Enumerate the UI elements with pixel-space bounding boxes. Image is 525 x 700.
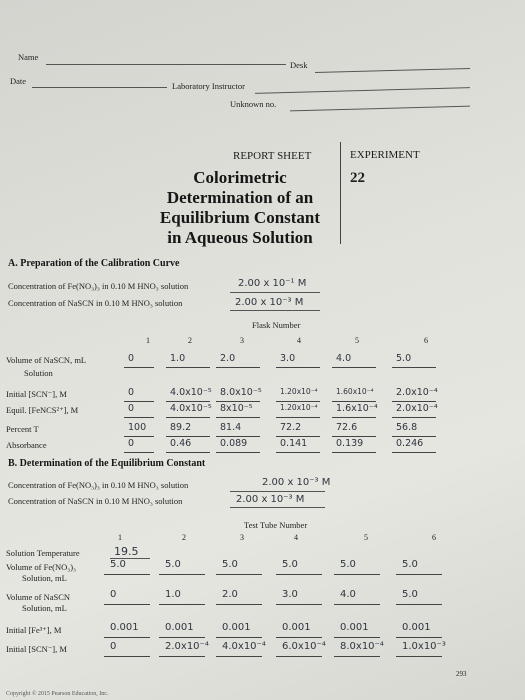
b-cell-line-3-3 — [216, 637, 262, 638]
b-row-sublabel-2: Solution, mL — [22, 603, 67, 613]
a-cell-5-5: 0.139 — [336, 438, 364, 449]
a-cell-line-4-3 — [216, 436, 260, 437]
instructor-line — [255, 87, 470, 94]
b-cell-line-1-6 — [396, 574, 442, 575]
a-cell-5-4: 0.141 — [280, 438, 308, 449]
unknown-line — [290, 106, 470, 112]
b-cell-1-1: 5.0 — [110, 559, 126, 570]
a-cell-4-6: 56.8 — [396, 422, 418, 433]
b-cell-3-4: 0.001 — [282, 622, 311, 633]
a-cell-line-5-5 — [332, 452, 376, 453]
a-cell-3-1: 0 — [128, 403, 135, 414]
a-cell-2-4: 1.20x10⁻⁴ — [280, 387, 318, 396]
b-row-label-2: Volume of NaSCN — [6, 592, 71, 602]
b-row-label-3: Initial [Fe³⁺], M — [6, 625, 62, 635]
b-cell-line-1-2 — [159, 574, 205, 575]
a-cell-line-1-2 — [166, 367, 210, 368]
a-cell-line-5-6 — [392, 452, 436, 453]
a-cell-line-4-5 — [332, 436, 376, 437]
b-cell-line-2-6 — [396, 604, 442, 605]
tube-number-5: 5 — [364, 533, 368, 542]
b-row-sublabel-1: Solution, mL — [22, 573, 67, 583]
a-cell-4-4: 72.2 — [280, 422, 302, 433]
a-cell-line-2-1 — [124, 401, 154, 402]
a-cell-1-2: 1.0 — [170, 353, 186, 364]
b-cell-4-2: 2.0x10⁻⁴ — [165, 641, 209, 652]
title-line-3: Equilibrium Constant — [159, 208, 321, 227]
a-row-label-4: Percent T — [6, 424, 39, 434]
b-cell-line-2-2 — [159, 604, 205, 605]
a-cell-line-1-6 — [392, 367, 436, 368]
b-conc-scn-line — [230, 507, 325, 508]
b-cell-4-4: 6.0x10⁻⁴ — [282, 641, 326, 652]
a-cell-4-1: 100 — [128, 422, 147, 433]
a-cell-5-1: 0 — [128, 438, 135, 449]
flask-number-6: 6 — [424, 336, 428, 345]
b-cell-line-1-5 — [334, 574, 380, 575]
header-divider — [340, 142, 341, 244]
b-conc-fe-value: 2.00 x 10⁻³ M — [262, 477, 331, 488]
a-cell-1-5: 4.0 — [336, 353, 352, 364]
a-row-label-3: Equil. [FeNCS²⁺], M — [6, 405, 79, 415]
a-cell-4-5: 72.6 — [336, 422, 358, 433]
b-cell-2-3: 2.0 — [222, 589, 238, 600]
title-line-4: in Aqueous Solution — [167, 228, 313, 247]
tube-number-1: 1 — [118, 533, 122, 542]
b-cell-line-1-4 — [276, 574, 322, 575]
experiment-number: 22 — [350, 170, 365, 186]
b-conc-scn-value: 2.00 x 10⁻³ M — [236, 494, 305, 505]
a-cell-1-6: 5.0 — [396, 353, 412, 364]
b-cell-line-4-3 — [216, 656, 262, 657]
b-cell-line-3-1 — [104, 637, 150, 638]
a-cell-line-3-6 — [392, 417, 436, 418]
a-cell-5-3: 0.089 — [220, 438, 248, 449]
b-cell-4-1: 0 — [110, 641, 117, 652]
title-line-1: Colorimetric — [193, 168, 287, 187]
a-cell-line-5-3 — [216, 452, 260, 453]
a-cell-line-1-1 — [124, 367, 154, 368]
a-cell-line-3-2 — [166, 417, 210, 418]
experiment-label: EXPERIMENT — [350, 149, 420, 161]
b-cell-3-1: 0.001 — [110, 622, 139, 633]
b-cell-line-2-3 — [216, 604, 262, 605]
a-cell-line-5-1 — [124, 452, 154, 453]
a-row-label-1: Volume of NaSCN, mL — [6, 355, 87, 365]
a-conc-scn-label: Concentration of NaSCN in 0.10 M HNO₃ solution — [8, 298, 183, 308]
b-cell-line-1-3 — [216, 574, 262, 575]
a-cell-3-6: 2.0x10⁻⁴ — [396, 403, 438, 414]
a-cell-line-3-5 — [332, 417, 376, 418]
a-cell-2-1: 0 — [128, 387, 135, 398]
desk-label: Desk — [290, 60, 308, 70]
a-cell-line-4-1 — [124, 436, 154, 437]
a-cell-line-2-4 — [276, 401, 320, 402]
a-cell-2-5: 1.60x10⁻⁴ — [336, 387, 374, 396]
name-line — [46, 64, 286, 65]
a-row-label-5: Absorbance — [6, 440, 47, 450]
a-cell-2-3: 8.0x10⁻⁵ — [220, 387, 262, 398]
flask-number-2: 2 — [188, 336, 192, 345]
b-cell-4-6: 1.0x10⁻³ — [402, 641, 446, 652]
a-row-sublabel-1: Solution — [24, 368, 53, 378]
b-cell-1-4: 5.0 — [282, 559, 298, 570]
a-cell-3-3: 8x10⁻⁵ — [220, 403, 253, 414]
a-cell-line-5-2 — [166, 452, 210, 453]
b-conc-fe-label: Concentration of Fe(NO₃)₃ in 0.10 M HNO₃ solution — [8, 480, 189, 490]
a-conc-fe-label: Concentration of Fe(NO₃)₃ in 0.10 M HNO₃ solution — [8, 281, 189, 291]
b-cell-1-2: 5.0 — [165, 559, 181, 570]
date-label: Date — [10, 76, 27, 86]
a-cell-line-2-6 — [392, 401, 436, 402]
flask-number-3: 3 — [240, 336, 244, 345]
a-conc-fe-value: 2.00 x 10⁻¹ M — [238, 278, 307, 289]
desk-line — [315, 68, 470, 73]
b-cell-2-4: 3.0 — [282, 589, 298, 600]
a-cell-line-1-5 — [332, 367, 376, 368]
b-cell-4-5: 8.0x10⁻⁴ — [340, 641, 384, 652]
b-cell-line-3-6 — [396, 637, 442, 638]
a-cell-1-3: 2.0 — [220, 353, 236, 364]
a-row-label-2: Initial [SCN⁻], M — [6, 389, 67, 399]
b-cell-2-1: 0 — [110, 589, 117, 600]
a-cell-line-1-3 — [216, 367, 260, 368]
a-cell-line-4-6 — [392, 436, 436, 437]
b-cell-line-1-1 — [104, 574, 150, 575]
instructor-label: Laboratory Instructor — [172, 81, 245, 91]
section-b-heading: B. Determination of the Equilibrium Constant — [8, 458, 206, 469]
unknown-label: Unknown no. — [230, 99, 277, 109]
b-cell-3-5: 0.001 — [340, 622, 369, 633]
solution-temperature-label: Solution Temperature — [6, 548, 80, 558]
date-line — [32, 87, 167, 88]
a-cell-line-5-4 — [276, 452, 320, 453]
b-conc-scn-label: Concentration of NaSCN in 0.10 M HNO₃ solution — [8, 496, 183, 506]
b-cell-3-2: 0.001 — [165, 622, 194, 633]
section-a-heading: A. Preparation of the Calibration Curve — [8, 258, 180, 269]
flask-number-header: Flask Number — [252, 320, 301, 330]
page-number: 293 — [456, 670, 467, 678]
b-cell-line-4-2 — [159, 656, 205, 657]
b-cell-line-2-1 — [104, 604, 150, 605]
b-cell-1-3: 5.0 — [222, 559, 238, 570]
name-label: Name — [18, 52, 39, 62]
a-conc-fe-line — [230, 292, 320, 293]
a-cell-4-2: 89.2 — [170, 422, 192, 433]
title-line-2: Determination of an — [166, 188, 314, 207]
b-cell-line-4-4 — [276, 656, 322, 657]
a-conc-scn-value: 2.00 x 10⁻³ M — [235, 297, 304, 308]
copyright-text: Copyright © 2015 Pearson Education, Inc. — [6, 691, 109, 697]
flask-number-4: 4 — [297, 336, 301, 345]
a-cell-5-6: 0.246 — [396, 438, 424, 449]
a-cell-3-2: 4.0x10⁻⁵ — [170, 403, 212, 414]
b-cell-4-3: 4.0x10⁻⁴ — [222, 641, 266, 652]
b-cell-line-2-5 — [334, 604, 380, 605]
b-cell-2-6: 5.0 — [402, 589, 418, 600]
tube-number-2: 2 — [182, 533, 186, 542]
a-cell-5-2: 0.46 — [170, 438, 192, 449]
a-cell-line-2-5 — [332, 401, 376, 402]
b-cell-1-6: 5.0 — [402, 559, 418, 570]
b-cell-line-4-6 — [396, 656, 442, 657]
tube-number-4: 4 — [294, 533, 298, 542]
a-cell-line-1-4 — [276, 367, 320, 368]
b-cell-line-3-5 — [334, 637, 380, 638]
b-cell-line-3-2 — [159, 637, 205, 638]
solution-temperature-value: 19.5 — [114, 545, 139, 558]
a-cell-line-3-1 — [124, 417, 154, 418]
report-title — [140, 168, 340, 248]
b-cell-line-2-4 — [276, 604, 322, 605]
a-cell-line-2-2 — [166, 401, 210, 402]
report-sheet-label: REPORT SHEET — [233, 150, 312, 162]
a-cell-line-3-3 — [216, 417, 260, 418]
test-tube-number-header: Test Tube Number — [244, 520, 308, 530]
b-cell-2-2: 1.0 — [165, 589, 181, 600]
a-cell-1-4: 3.0 — [280, 353, 296, 364]
b-cell-3-6: 0.001 — [402, 622, 431, 633]
a-cell-line-4-2 — [166, 436, 210, 437]
a-cell-line-2-3 — [216, 401, 260, 402]
b-cell-1-5: 5.0 — [340, 559, 356, 570]
tube-number-3: 3 — [240, 533, 244, 542]
b-row-label-1: Volume of Fe(NO₃)₃ — [6, 562, 76, 572]
a-conc-scn-line — [230, 310, 320, 311]
a-cell-line-4-4 — [276, 436, 320, 437]
b-cell-line-4-1 — [104, 656, 150, 657]
b-cell-2-5: 4.0 — [340, 589, 356, 600]
flask-number-1: 1 — [146, 336, 150, 345]
a-cell-2-2: 4.0x10⁻⁵ — [170, 387, 212, 398]
a-cell-line-3-4 — [276, 417, 320, 418]
tube-number-6: 6 — [432, 533, 436, 542]
a-cell-3-4: 1.20x10⁻⁴ — [280, 403, 318, 412]
a-cell-1-1: 0 — [128, 353, 135, 364]
b-cell-line-4-5 — [334, 656, 380, 657]
b-cell-3-3: 0.001 — [222, 622, 251, 633]
a-cell-4-3: 81.4 — [220, 422, 242, 433]
b-row-label-4: Initial [SCN⁻], M — [6, 644, 67, 654]
a-cell-2-6: 2.0x10⁻⁴ — [396, 387, 438, 398]
flask-number-5: 5 — [355, 336, 359, 345]
b-conc-fe-line — [230, 491, 325, 492]
b-cell-line-3-4 — [276, 637, 322, 638]
a-cell-3-5: 1.6x10⁻⁴ — [336, 403, 378, 414]
